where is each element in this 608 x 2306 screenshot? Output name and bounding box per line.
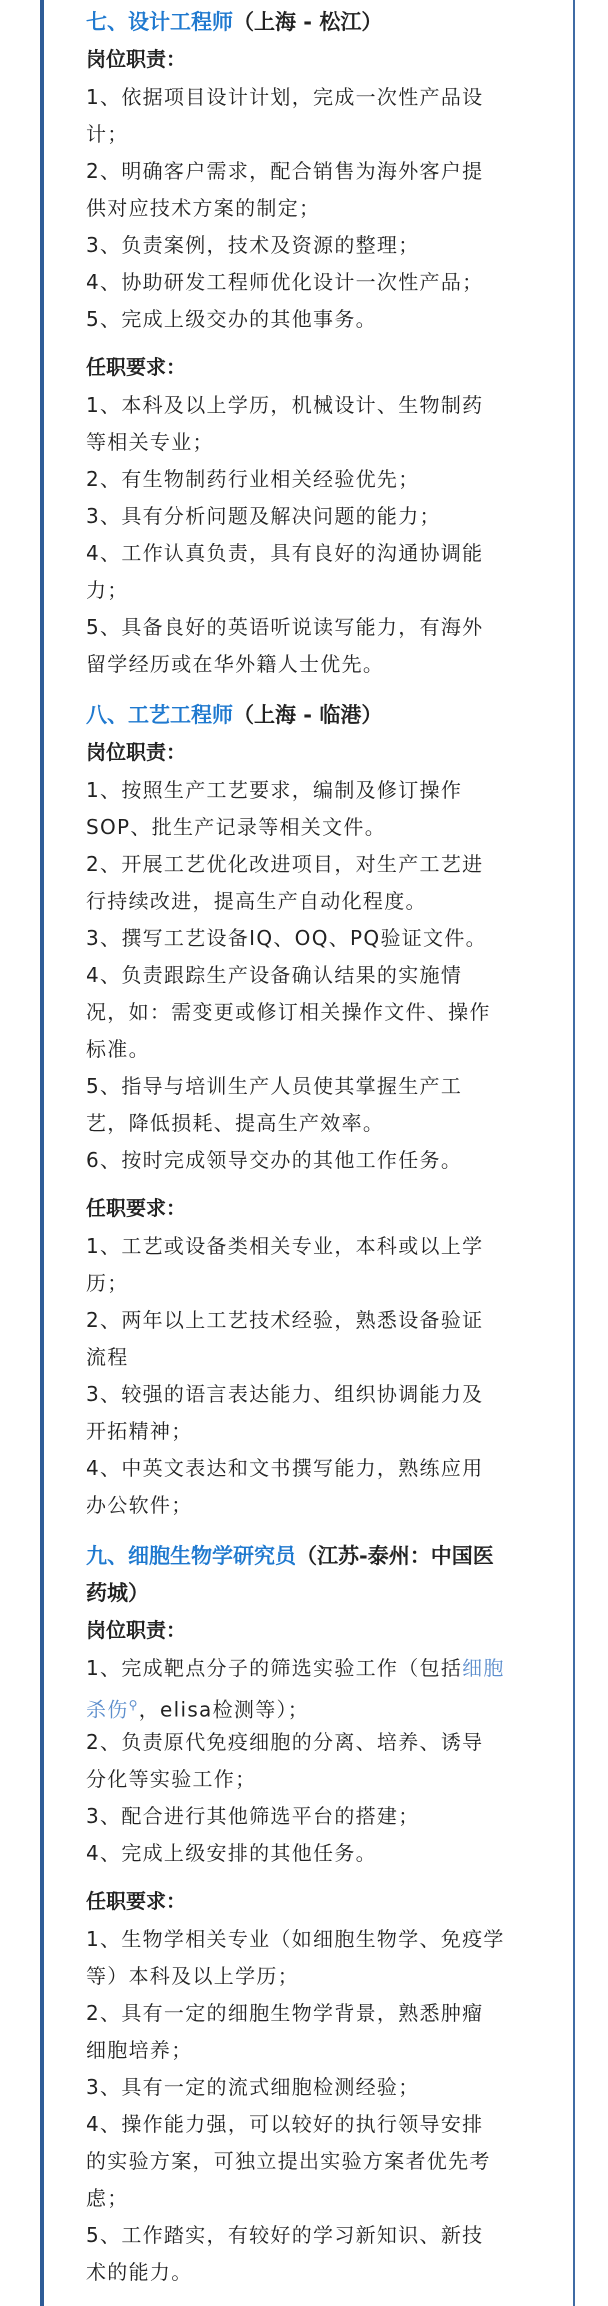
duty-line: 5、完成上级交办的其他事务。 [86, 307, 377, 331]
requirement-line: 办公软件； [86, 1493, 193, 1517]
requirement-line: 的实验方案，可独立提出实验方案者优先考 [86, 2149, 491, 2173]
duty-line: 3、配合进行其他筛选平台的搭建； [86, 1804, 420, 1828]
requirement-line: 1、本科及以上学历，机械设计、生物制药 [86, 393, 484, 417]
duty-text: ，elisa检测等）； [138, 1697, 310, 1722]
job-location-cont-text: 药城） [86, 1581, 149, 1605]
duty-line [86, 1650, 505, 1687]
job-location: （江苏-泰州：中国医 [296, 1544, 494, 1568]
cell-killing-link[interactable]: 细胞 [462, 1656, 505, 1680]
requirement-line: 2、具有一定的细胞生物学背景，熟悉肿瘤 [86, 2001, 484, 2025]
duty-line: 2、负责原代免疫细胞的分离、培养、诱导 [86, 1730, 484, 1754]
requirement-line: 3、具有分析问题及解决问题的能力； [86, 504, 441, 528]
duty-line: 计； [86, 122, 129, 146]
requirements-label: 任职要求： [86, 1196, 186, 1220]
job-location-continued [86, 1575, 149, 1612]
duty-line: 供对应技术方案的制定； [86, 196, 321, 220]
job-location: （上海 - 松江） [233, 10, 383, 34]
duty-line: 3、负责案例，技术及资源的整理； [86, 233, 420, 257]
requirement-line: 术的能力。 [86, 2260, 193, 2284]
cell-killing-link-cont[interactable]: 杀伤 [86, 1697, 129, 1722]
job-title-design-engineer [86, 4, 382, 41]
duty-line: 1、依据项目设计计划，完成一次性产品设 [86, 85, 484, 109]
requirement-line: 开拓精神； [86, 1419, 193, 1443]
job-title-process-engineer [86, 697, 382, 734]
requirement-line: 虑； [86, 2186, 129, 2210]
duty-line: 况，如：需变更或修订相关操作文件、操作 [86, 1000, 491, 1024]
job-location: （上海 - 临港） [233, 703, 383, 727]
duty-line: 1、按照生产工艺要求，编制及修订操作 [86, 778, 463, 802]
duty-text: 1、完成靶点分子的筛选实验工作（包括 [86, 1656, 463, 1680]
requirement-line: 等相关专业； [86, 430, 214, 454]
right-border [573, 0, 575, 2306]
duty-line: 标准。 [86, 1037, 150, 1061]
duty-line: 2、开展工艺优化改进项目，对生产工艺进 [86, 852, 484, 876]
job-title-text: 七、设计工程师 [86, 10, 233, 34]
requirement-line: 2、两年以上工艺技术经验，熟悉设备验证 [86, 1308, 484, 1332]
job-title-cell-biology-researcher [86, 1538, 494, 1575]
requirement-line: 细胞培养； [86, 2038, 193, 2062]
duty-line: 分化等实验工作； [86, 1767, 257, 1791]
requirement-line: 5、工作踏实，有较好的学习新知识、新技 [86, 2223, 484, 2247]
requirement-line: 力； [86, 578, 129, 602]
duties-label: 岗位职责： [86, 740, 186, 764]
duty-line: 4、协助研发工程师优化设计一次性产品； [86, 270, 484, 294]
duty-line: 4、负责跟踪生产设备确认结果的实施情 [86, 963, 463, 987]
duties-label: 岗位职责： [86, 47, 186, 71]
duty-line: 3、撰写工艺设备IQ、OQ、PQ验证文件。 [86, 926, 487, 950]
requirement-line: 1、工艺或设备类相关专业，本科或以上学 [86, 1234, 484, 1258]
requirement-line: 等）本科及以上学历； [86, 1964, 299, 1988]
requirement-line: 1、生物学相关专业（如细胞生物学、免疫学 [86, 1927, 505, 1951]
duty-line: SOP、批生产记录等相关文件。 [86, 815, 386, 839]
requirements-label: 任职要求： [86, 1889, 186, 1913]
search-icon[interactable]: ⚲ [128, 1698, 139, 1712]
duty-line: 5、指导与培训生产人员使其掌握生产工 [86, 1074, 463, 1098]
duty-line: 2、明确客户需求，配合销售为海外客户提 [86, 159, 484, 183]
requirement-line: 3、较强的语言表达能力、组织协调能力及 [86, 1382, 484, 1406]
requirement-line: 5、具备良好的英语听说读写能力，有海外 [86, 615, 484, 639]
duty-line: 艺，降低损耗、提高生产效率。 [86, 1111, 385, 1135]
requirement-line: 4、工作认真负责，具有良好的沟通协调能 [86, 541, 484, 565]
duty-line: 6、按时完成领导交办的其他工作任务。 [86, 1148, 463, 1172]
requirement-line: 2、有生物制药行业相关经验优先； [86, 467, 420, 491]
requirement-line: 流程 [86, 1345, 129, 1369]
requirement-line: 4、中英文表达和文书撰写能力，熟练应用 [86, 1456, 484, 1480]
requirement-line: 历； [86, 1271, 129, 1295]
requirement-line: 4、操作能力强，可以较好的执行领导安排 [86, 2112, 484, 2136]
job-title-text: 八、工艺工程师 [86, 703, 233, 727]
duty-line: 行持续改进，提高生产自动化程度。 [86, 889, 427, 913]
requirements-label: 任职要求： [86, 355, 186, 379]
job-title-text: 九、细胞生物学研究员 [86, 1544, 296, 1568]
duty-line [86, 1687, 309, 1729]
requirement-line: 3、具有一定的流式细胞检测经验； [86, 2075, 420, 2099]
requirement-line: 留学经历或在华外籍人士优先。 [86, 652, 385, 676]
duties-label: 岗位职责： [86, 1618, 186, 1642]
duty-line: 4、完成上级安排的其他任务。 [86, 1841, 377, 1865]
left-border [40, 0, 44, 2306]
